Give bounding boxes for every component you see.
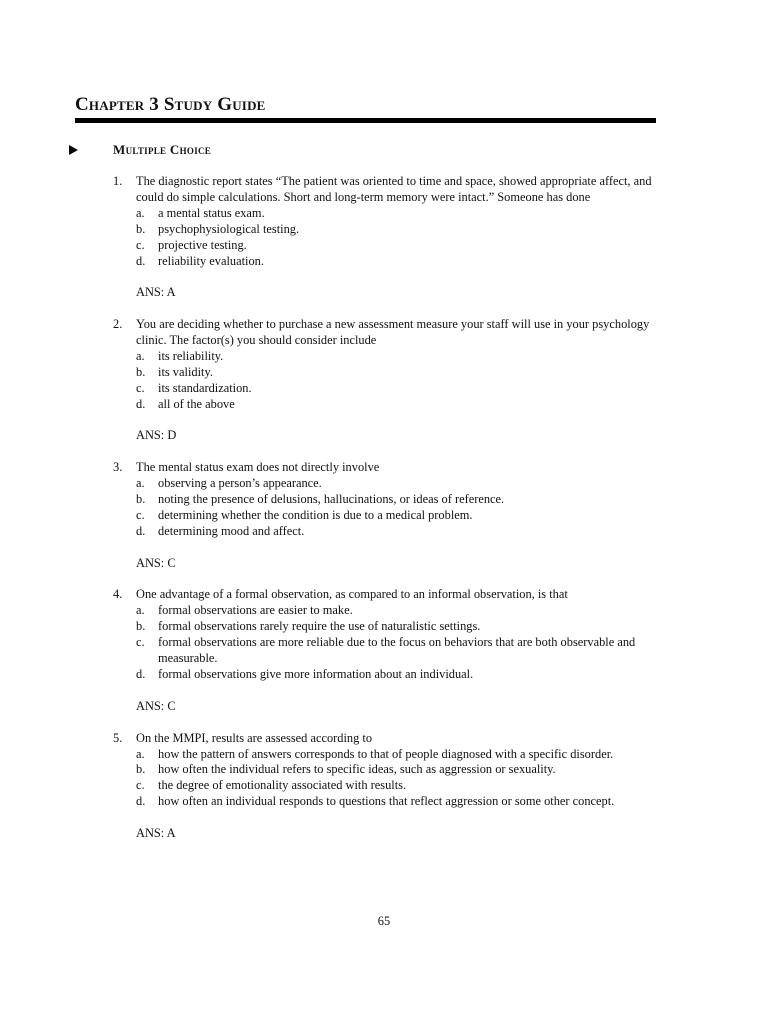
option-list xyxy=(136,349,658,413)
section-heading xyxy=(69,141,211,159)
question-item xyxy=(113,174,658,301)
question-text: On the MMPI, results are assessed according to xyxy=(136,730,373,745)
option-letter: b. xyxy=(136,492,146,507)
question-item xyxy=(113,317,658,444)
option-list xyxy=(136,206,658,270)
answer-option xyxy=(136,762,658,778)
option-text: how often an individual responds to questions that reflect aggression or some other concept. xyxy=(158,794,615,809)
option-text: psychophysiological testing. xyxy=(158,221,300,236)
option-letter: a. xyxy=(136,476,145,491)
answer-option xyxy=(136,397,658,413)
question-stem xyxy=(113,174,658,206)
option-text: its validity. xyxy=(158,364,213,379)
option-letter: d. xyxy=(136,396,146,411)
answer-option xyxy=(136,778,658,794)
answer-option xyxy=(136,508,658,524)
option-letter: c. xyxy=(136,778,145,793)
question-text: The diagnostic report states “The patient was oriented to time and space, showed appropriate affect, and could do simple calculations. Short and long-term memory were intact.” Someone has done xyxy=(136,174,652,204)
question-number: 1. xyxy=(113,174,123,188)
option-text: determining whether the condition is due to a medical problem. xyxy=(158,507,473,522)
option-text: formal observations are more reliable due to the focus on behaviors that are both observable and measurable. xyxy=(158,635,636,666)
answer-option xyxy=(136,381,658,397)
answer-option xyxy=(136,254,658,270)
option-text: the degree of emotionality associated with results. xyxy=(158,778,407,793)
question-number: 5. xyxy=(113,730,123,745)
answer-option xyxy=(136,238,658,254)
option-list xyxy=(136,747,658,811)
answer-key: ANS: A xyxy=(136,285,176,300)
option-letter: a. xyxy=(136,746,145,761)
answer-option xyxy=(136,476,658,492)
question-item xyxy=(113,731,658,842)
title-rule xyxy=(75,118,656,123)
option-letter: d. xyxy=(136,667,146,681)
question-text: You are deciding whether to purchase a new assessment measure your staff will use in your psychology clinic. The factor(s) you should consider include xyxy=(136,317,650,348)
option-letter: d. xyxy=(136,523,146,538)
option-letter: c. xyxy=(136,380,145,395)
question-stem xyxy=(113,460,658,476)
option-letter: c. xyxy=(136,635,145,650)
question-number: 4. xyxy=(113,587,123,602)
option-text: determining mood and affect. xyxy=(158,523,305,538)
option-letter: b. xyxy=(136,221,146,236)
option-text: formal observations give more information about an individual. xyxy=(158,667,474,681)
answer-option xyxy=(136,635,658,667)
answer-key: ANS: C xyxy=(136,698,176,713)
question-text: The mental status exam does not directly involve xyxy=(136,460,380,475)
question-list xyxy=(113,174,658,858)
option-text: formal observations rarely require the use of naturalistic settings. xyxy=(158,619,481,634)
answer-option xyxy=(136,365,658,381)
option-letter: d. xyxy=(136,794,146,809)
option-letter: a. xyxy=(136,603,145,618)
question-stem xyxy=(113,317,658,349)
option-letter: d. xyxy=(136,253,146,268)
question-number: 2. xyxy=(113,317,123,332)
answer-option xyxy=(136,667,658,683)
option-letter: a. xyxy=(136,348,145,363)
page-number: 65 xyxy=(377,914,391,928)
option-text: how often the individual refers to specific ideas, such as aggression or sexuality. xyxy=(158,762,556,777)
option-letter: a. xyxy=(136,205,145,220)
option-list xyxy=(136,603,658,683)
option-text: how the pattern of answers corresponds to that of people diagnosed with a specific disorder. xyxy=(158,746,614,761)
option-text: a mental status exam. xyxy=(158,205,265,220)
answer-option xyxy=(136,603,658,619)
answer-option xyxy=(136,492,658,508)
page-title: Chapter 3 Study Guide xyxy=(75,94,266,115)
answer-option xyxy=(136,619,658,635)
answer-option xyxy=(136,349,658,365)
option-text: its reliability. xyxy=(158,348,224,363)
option-letter: b. xyxy=(136,619,146,634)
question-text: One advantage of a formal observation, as compared to an informal observation, is that xyxy=(136,587,568,602)
answer-key: ANS: C xyxy=(136,555,176,570)
option-text: projective testing. xyxy=(158,237,247,252)
section-title: Multiple Choice xyxy=(113,142,212,157)
option-text: reliability evaluation. xyxy=(158,253,264,268)
answer-key: ANS: A xyxy=(136,826,176,841)
question-number: 3. xyxy=(113,460,123,475)
answer-option xyxy=(136,222,658,238)
option-text: all of the above xyxy=(158,396,235,411)
answer-option xyxy=(136,524,658,540)
option-letter: b. xyxy=(136,364,146,379)
option-list xyxy=(136,476,658,540)
option-letter: b. xyxy=(136,762,146,777)
answer-option xyxy=(136,794,658,810)
answer-option xyxy=(136,206,658,222)
option-text: formal observations are easier to make. xyxy=(158,603,353,618)
answer-key: ANS: D xyxy=(136,428,177,443)
arrow-bullet-icon xyxy=(69,145,78,155)
option-letter: c. xyxy=(136,237,145,252)
question-item xyxy=(113,460,658,571)
option-text: noting the presence of delusions, hallucinations, or ideas of reference. xyxy=(158,492,505,507)
answer-option xyxy=(136,747,658,763)
question-item xyxy=(113,587,658,714)
option-text: observing a person’s appearance. xyxy=(158,476,322,491)
option-text: its standardization. xyxy=(158,380,252,395)
question-stem xyxy=(113,731,658,747)
question-stem xyxy=(113,587,658,603)
option-letter: c. xyxy=(136,507,145,522)
